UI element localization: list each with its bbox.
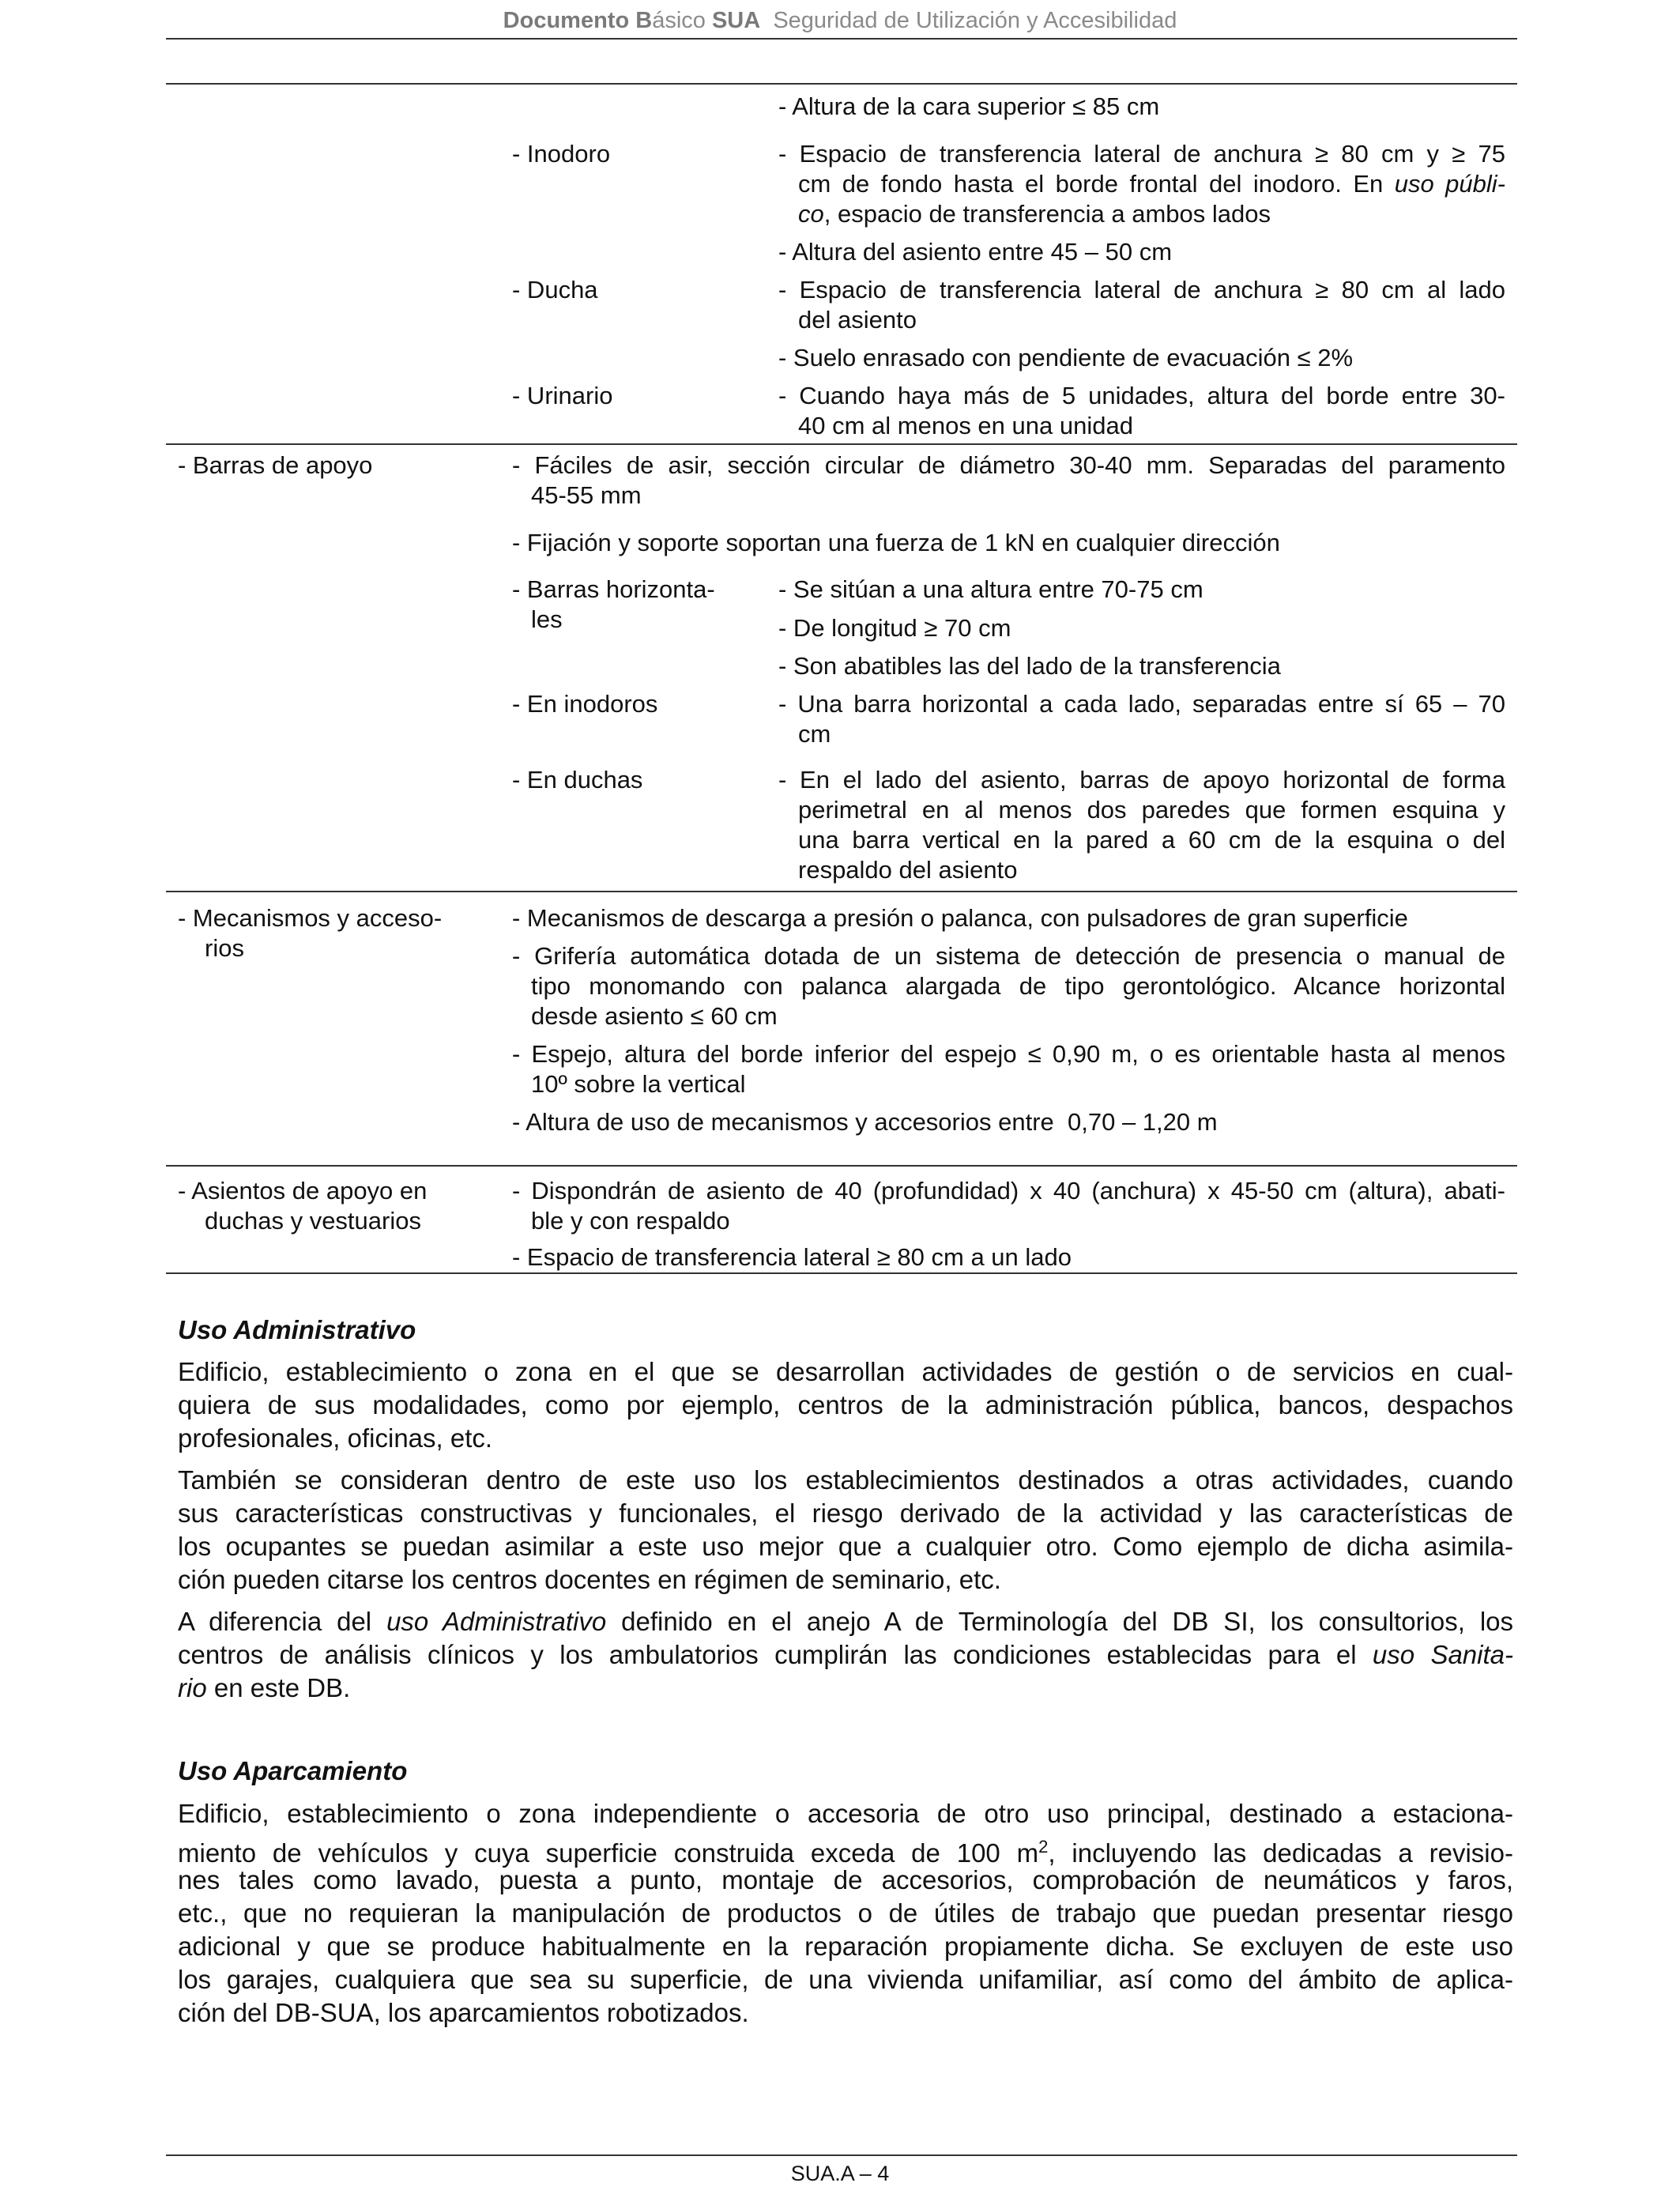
barras-label: - Barras de apoyo <box>178 451 373 479</box>
inodoro-spec1-line2-text: cm de fondo hasta el borde frontal del inodoro. En <box>798 170 1384 198</box>
mecanismos-spec4: - Altura de uso de mecanismos y accesorios entre 0,70 – 1,20 m <box>512 1108 1218 1136</box>
admin-p3-line1-a: A diferencia del <box>178 1607 372 1636</box>
barras-duchas-label: - En duchas <box>512 766 643 794</box>
parking-line2-a: miento de vehículos y cuya superficie construida exceda de 100 m <box>178 1838 1039 1868</box>
admin-p1-line2: quiera de sus modalidades, como por ejemplo, centros de la administración pública, bancos, despachos <box>178 1390 1513 1419</box>
admin-p2-line4: ción pueden citarse los centros docentes en régimen de seminario, etc. <box>178 1565 1001 1594</box>
admin-p3-line1-c: definido en el anejo A de Terminología del DB SI, los consultorios, los <box>621 1607 1514 1636</box>
footer-rule <box>166 2154 1517 2156</box>
asientos-spec1-line1: - Dispondrán de asiento de 40 (profundidad) x 40 (anchura) x 45-50 cm (altura), abati- <box>512 1177 1505 1204</box>
urinario-label: - Urinario <box>512 382 613 409</box>
table-row-divider <box>166 1165 1517 1167</box>
urinario-spec-line2: 40 cm al menos en una unidad <box>798 412 1133 439</box>
mecanismos-spec3-line2: 10º sobre la vertical <box>531 1070 746 1098</box>
barras-duchas-line1: - En el lado del asiento, barras de apoyo horizontal de forma <box>778 766 1505 794</box>
barras-horiz-spec1: - Se sitúan a una altura entre 70-75 cm <box>778 575 1203 603</box>
inodoro-spec2: - Altura del asiento entre 45 – 50 cm <box>778 238 1173 266</box>
barras-spec2: - Fijación y soporte soportan una fuerza de 1 kN en cualquier dirección <box>512 529 1280 556</box>
parking-line2-b: , incluyendo las dedicadas a revisio- <box>1048 1838 1513 1868</box>
inodoro-top-spec: - Altura de la cara superior ≤ 85 cm <box>778 92 1160 120</box>
admin-p3-line3-italic: rio <box>178 1673 207 1702</box>
table-row-divider <box>166 891 1517 892</box>
inodoro-spec1-line1: - Espacio de transferencia lateral de anchura ≥ 80 cm y ≥ 75 <box>778 140 1505 168</box>
asientos-spec1-line2: ble y con respaldo <box>531 1207 730 1235</box>
section-title-aparcamiento: Uso Aparcamiento <box>178 1756 408 1785</box>
barras-inodoros-label: - En inodoros <box>512 690 658 718</box>
mecanismos-spec3-line1: - Espejo, altura del borde inferior del espejo ≤ 0,90 m, o es orientable hasta al menos <box>512 1040 1505 1068</box>
section-title-administrativo: Uso Administrativo <box>178 1315 416 1344</box>
page-header <box>0 8 1680 34</box>
asientos-spec2: - Espacio de transferencia lateral ≥ 80 cm a un lado <box>512 1243 1072 1271</box>
inodoro-label: - Inodoro <box>512 140 611 168</box>
parking-line5: adicional y que se produce habitualmente en la reparación propiamente dicha. Se excluyen de este uso <box>178 1932 1513 1961</box>
ducha-spec1-line1: - Espacio de transferencia lateral de anchura ≥ 80 cm al lado <box>778 276 1505 303</box>
admin-p3-line2-a: centros de análisis clínicos y los ambulatorios cumplirán las condiciones establecidas para el <box>178 1640 1357 1669</box>
barras-horiz-label-line1: - Barras horizonta- <box>512 575 715 603</box>
admin-p3-line3-b: en este DB. <box>213 1673 351 1702</box>
ducha-spec2: - Suelo enrasado con pendiente de evacuación ≤ 2% <box>778 344 1354 371</box>
barras-horiz-label-line2: les <box>531 605 563 633</box>
admin-p3-line2 <box>178 1638 1513 1672</box>
header-doc-title: Seguridad de Utilización y Accesibilidad <box>773 8 1177 33</box>
parking-line4: etc., que no requieran la manipulación de productos o de útiles de trabajo que puedan presentar riesgo <box>178 1898 1513 1928</box>
barras-duchas-line3: una barra vertical en la pared a 60 cm de la esquina o del <box>798 826 1505 854</box>
barras-horiz-spec2: - De longitud ≥ 70 cm <box>778 614 1011 642</box>
header-doc-code: SUA <box>711 8 761 33</box>
barras-spec1-line2: 45-55 mm <box>531 481 642 509</box>
urinario-spec-line1: - Cuando haya más de 5 unidades, altura del borde entre 30- <box>778 382 1505 409</box>
parking-superscript: 2 <box>1038 1837 1049 1857</box>
mecanismos-spec1: - Mecanismos de descarga a presión o palanca, con pulsadores de gran superficie <box>512 904 1408 932</box>
mecanismos-spec2-line2: tipo monomando con palanca alargada de tipo gerontológico. Alcance horizontal <box>531 972 1505 1000</box>
inodoro-spec1-line2 <box>798 169 1505 199</box>
admin-p3-line1-italic: uso Administrativo <box>386 1607 607 1636</box>
inodoro-spec1-line3-text: , espacio de transferencia a ambos lados <box>823 200 1271 228</box>
admin-p3-line2-italic: uso Sanita- <box>1372 1640 1514 1669</box>
ducha-label: - Ducha <box>512 276 598 303</box>
page-number: SUA.A – 4 <box>790 2162 890 2185</box>
ducha-spec1-line2: del asiento <box>798 306 917 334</box>
asientos-label-line2: duchas y vestuarios <box>205 1207 421 1235</box>
inodoro-spec1-line3 <box>798 199 1271 229</box>
barras-spec1-line1: - Fáciles de asir, sección circular de diámetro 30-40 mm. Separadas del paramento <box>512 451 1505 479</box>
mecanismos-spec2-line1: - Grifería automática dotada de un sistema de detección de presencia o manual de <box>512 942 1505 970</box>
inodoro-spec1-line2-italic: uso públi- <box>1394 170 1505 198</box>
admin-p2-line1: También se consideran dentro de este uso los establecimientos destinados a otras actividades, cuando <box>178 1465 1513 1495</box>
mecanismos-label-line1: - Mecanismos y acceso- <box>178 904 443 932</box>
inodoro-spec1-line3-italic: co <box>798 200 824 228</box>
parking-line3: nes tales como lavado, puesta a punto, montaje de accesorios, comprobación de neumáticos y faros, <box>178 1865 1513 1894</box>
header-doc-b: B <box>635 8 653 33</box>
barras-horiz-spec3: - Son abatibles las del lado de la transferencia <box>778 652 1281 680</box>
parking-line7: ción del DB-SUA, los aparcamientos robotizados. <box>178 1998 749 2027</box>
parking-line1: Edificio, establecimiento o zona independiente o accesoria de otro uso principal, destinado a estaciona- <box>178 1799 1513 1828</box>
header-doc-prefix: Documento <box>503 8 630 33</box>
barras-duchas-line2: perimetral en al menos dos paredes que formen esquina y <box>798 796 1505 824</box>
header-rule <box>166 38 1517 40</box>
table-row-divider <box>166 443 1517 445</box>
admin-p3-line3 <box>178 1672 1513 1705</box>
asientos-label-line1: - Asientos de apoyo en <box>178 1177 428 1204</box>
mecanismos-spec2-line3: desde asiento ≤ 60 cm <box>531 1002 778 1030</box>
header-doc-mid: ásico <box>652 8 706 33</box>
table-top-rule <box>166 83 1517 85</box>
barras-duchas-line4: respaldo del asiento <box>798 856 1018 884</box>
table-bottom-rule <box>166 1272 1517 1274</box>
mecanismos-label-line2: rios <box>205 934 244 962</box>
admin-p3-line1 <box>178 1605 1513 1638</box>
admin-p2-line2: sus características constructivas y funcionales, el riesgo derivado de la actividad y las características de <box>178 1498 1513 1528</box>
barras-inodoros-spec-line1: - Una barra horizontal a cada lado, separadas entre sí 65 – 70 <box>778 690 1505 718</box>
admin-p1-line3: profesionales, oficinas, etc. <box>178 1423 493 1453</box>
barras-inodoros-spec-line2: cm <box>798 720 831 748</box>
parking-line6: los garajes, cualquiera que sea su superficie, de una vivienda unifamiliar, así como del ámbito de aplica- <box>178 1965 1513 1994</box>
admin-p1-line1: Edificio, establecimiento o zona en el que se desarrollan actividades de gestión o de servicios en cual- <box>178 1357 1513 1386</box>
admin-p2-line3: los ocupantes se puedan asimilar a este uso mejor que a cualquier otro. Como ejemplo de dicha asimila- <box>178 1532 1513 1561</box>
